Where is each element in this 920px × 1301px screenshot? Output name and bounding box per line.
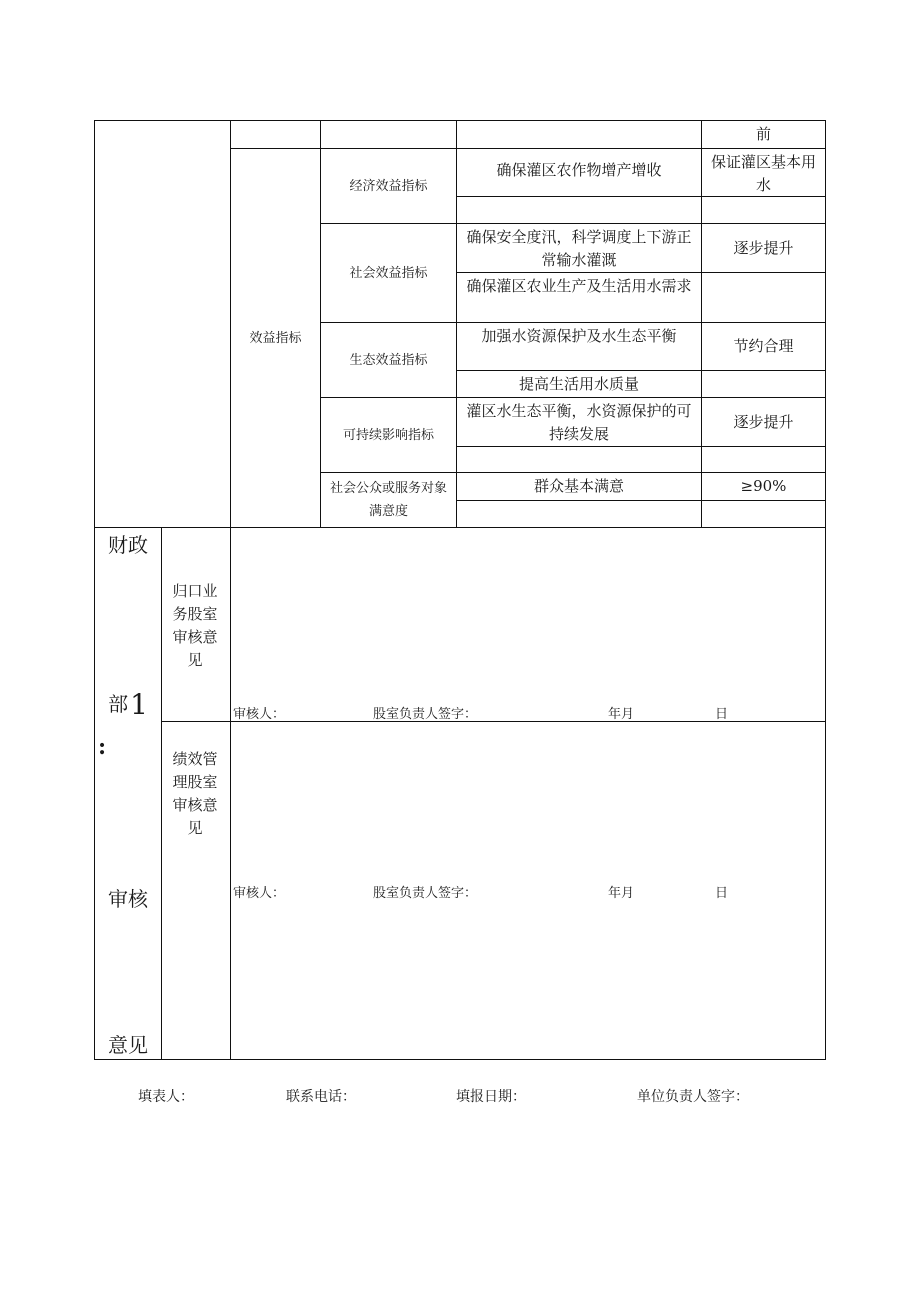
indicator-cell: 加强水资源保护及水生态平衡: [481, 327, 677, 345]
indicator-cell: 灌区水生态平衡，水资源保护的可持续发展: [466, 402, 692, 443]
table-right-border: [825, 120, 826, 1060]
review-section-label: 归口业务股室审核意见: [172, 582, 218, 669]
table-left-border: [94, 120, 95, 1060]
section-head-sign-label: 股室负责人签字：: [373, 707, 478, 722]
review-section-label: 绩效管理股室审核意见: [172, 750, 218, 837]
indicator-cell: 确保灌区农业生产及生活用水需求: [466, 277, 692, 295]
footer-date-label: 填报日期：: [456, 1089, 526, 1105]
review-side-label-part2: 部 1: [108, 687, 148, 721]
value-cell: 逐步提升: [733, 238, 794, 257]
day-label: 日: [715, 886, 729, 901]
review-side-label-part3: 审核: [108, 886, 148, 911]
indicator-cell: 群众基本满意: [533, 477, 624, 495]
review-side-label-part4: 意见: [108, 1032, 148, 1057]
table-bottom-border: [94, 1059, 826, 1060]
benefit-label: 效益指标: [249, 330, 302, 346]
footer-unit-head-label: 单位负责人签字：: [637, 1089, 749, 1105]
section-line: [94, 527, 826, 528]
review-side-label-number: 1: [130, 687, 148, 721]
header-cell-last: 前: [755, 125, 771, 143]
indicator-cell: 确保安全度汛，科学调度上下游正常输水灌溉: [466, 228, 692, 269]
row-line: [456, 500, 826, 501]
value-cell: 保证灌区基本用水: [710, 153, 816, 194]
indicator-cell: 确保灌区农作物增产增收: [496, 161, 662, 179]
footer-phone-label: 联系电话：: [286, 1089, 356, 1105]
category-social: 社会效益指标: [349, 265, 428, 281]
section-head-sign-label: 股室负责人签字：: [373, 886, 478, 901]
value-cell: 逐步提升: [733, 412, 794, 431]
value-cell: ≥90%: [740, 477, 787, 495]
category-sustainable: 可持续影响指标: [342, 427, 434, 443]
day-label: 日: [715, 707, 729, 722]
review-side-label-part1: 财政: [108, 532, 148, 557]
category-ecological: 生态效益指标: [349, 352, 428, 368]
review-side-label-colon: :: [98, 734, 107, 760]
value-cell: 节约合理: [733, 337, 794, 355]
reviewer-label: 审核人：: [233, 707, 286, 722]
col-line: [161, 527, 162, 1060]
indicator-cell: 提高生活用水质量: [518, 374, 639, 393]
year-month-label: 年月: [608, 707, 635, 722]
reviewer-label: 审核人：: [233, 886, 286, 901]
footer-filler-label: 填表人：: [138, 1089, 194, 1105]
row-line: [456, 446, 826, 447]
year-month-label: 年月: [608, 886, 635, 901]
category-satisfaction: 社会公众或服务对象满意度: [329, 481, 447, 519]
category-economic: 经济效益指标: [349, 178, 428, 194]
